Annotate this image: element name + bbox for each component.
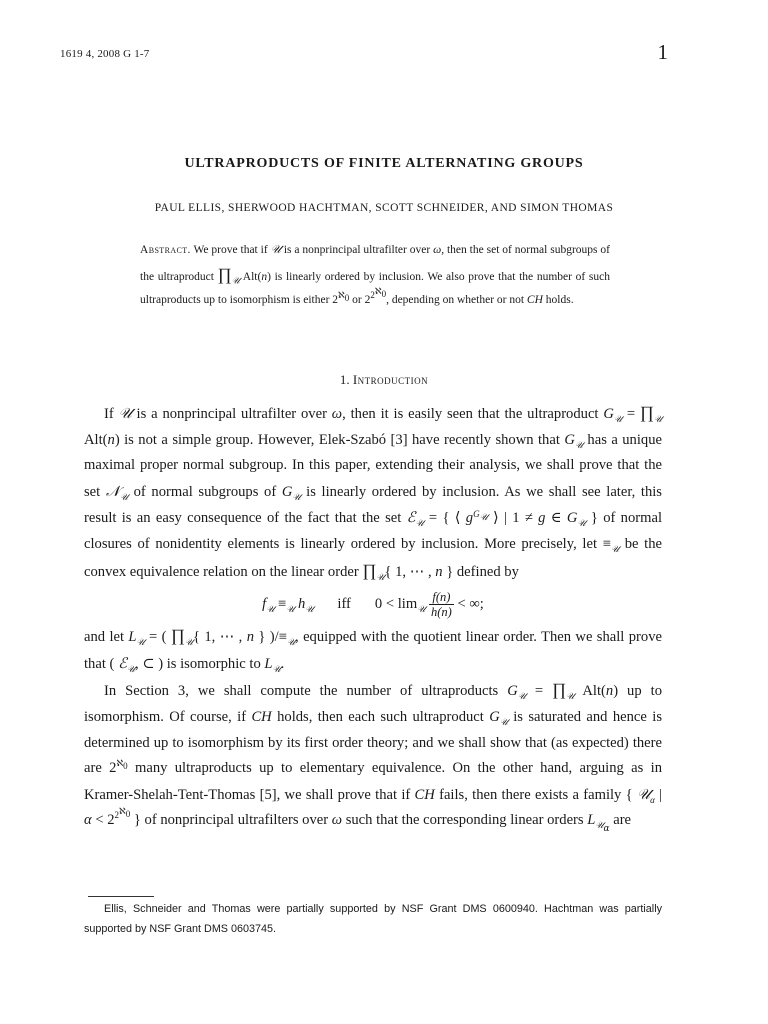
abstract: Abstract. We prove that if 𝒰 is a nonprincipal ultrafilter over ω, then the set of normal subgroups of the ultraproduct $\prod_𝒰$ Alt(n) is linearly ordered by inclusion. We also prove that the number of such ultraproducts up to isomorphism is either $2^{ℵ_0}$ or $2^{2^{ℵ_0}}$, depending on whether or not CH holds.	[140, 242, 610, 306]
section-heading: 1. Introduction	[339, 372, 429, 387]
running-head: 1619 4, 2008 G 1-7	[60, 48, 150, 60]
fraction: $\frac{f(n)}{h(n)}$	[430, 590, 452, 620]
paragraph: If 𝒰 is a nonprincipal ultrafilter over ω, then it is easily seen that the ultraproduct $G_𝒰$ = $\prod_𝒰$ Alt(n) is not a simple group. However, Elek-Szabó [3] have recently shown that $G_𝒰$ has a unique maximal proper normal subgroup. In this paper, extending their analysis, we shall prove that the set 𝒩$_𝒰$ of normal subgroups of $G_𝒰$ is linearly ordered by inclusion. As we shall see later, this result is an easy consequence of the fact that the set ℰ$_𝒰$ = { ⟨ $g^{G_𝒰}$ ⟩ | 1 ≠ g ∈ $G_𝒰$ } of normal closures of nonidentity elements is linearly ordered by inclusion. More precisely, let $\equiv_𝒰$ be the convex equivalence relation on the linear order $\prod_𝒰${ 1, ⋯ , n } defined by	[84, 403, 663, 583]
footnote-text: Ellis, Schneider and Thomas were partially supported by NSF Grant DMS 0600940. Hachtman was partially supported by NSF Grant DMS 0603745.	[84, 903, 662, 935]
paper-title: ULTRAPRODUCTS OF FINITE ALTERNATING GROUPS	[184, 156, 584, 171]
paragraph: and let $L_𝒰$ = ( $\prod_𝒰${ 1, ⋯ , n } )$/\equiv_𝒰$, equipped with the quotient linear order. Then we shall prove that ( ℰ$_𝒰$, ⊂ ) is isomorphic to $L_𝒰$.	[84, 626, 662, 675]
body-text	[84, 400, 662, 834]
footnote	[84, 900, 662, 939]
paragraph: In Section 3, we shall compute the number of ultraproducts $G_𝒰$ = $\prod_𝒰$ Alt(n) up to isomorphism. Of course, if CH holds, then each such ultraproduct $G_𝒰$ is saturated and hence is determined up to isomorphism by its first order theory; and we shall show that (as expected) there are $2^{ℵ_0}$ many ultraproducts up to elementary equivalence. On the other hand, arguing as in Kramer-Shelah-Tent-Thomas [5], we shall prove that if CH fails, then there exists a family { 𝒰$_\alpha$ | $\alpha < 2^{2^{ℵ_0}}$ } of nonprincipal ultrafilters over ω such that the corresponding linear orders $L_{𝒰_\alpha}$ are	[84, 680, 663, 835]
page-number: 1	[657, 40, 668, 64]
footnote-rule	[88, 896, 154, 897]
author-list: PAUL ELLIS, SHERWOOD HACHTMAN, SCOTT SCHNEIDER, AND SIMON THOMAS	[154, 202, 614, 214]
abstract-label: Abstract.	[140, 244, 191, 256]
display-equation: $f_𝒰 \equiv_𝒰$ $h_𝒰$ iff $0 < \lim_𝒰$ $\frac{f(n)}{h(n)}$ < ∞;	[262, 590, 484, 620]
